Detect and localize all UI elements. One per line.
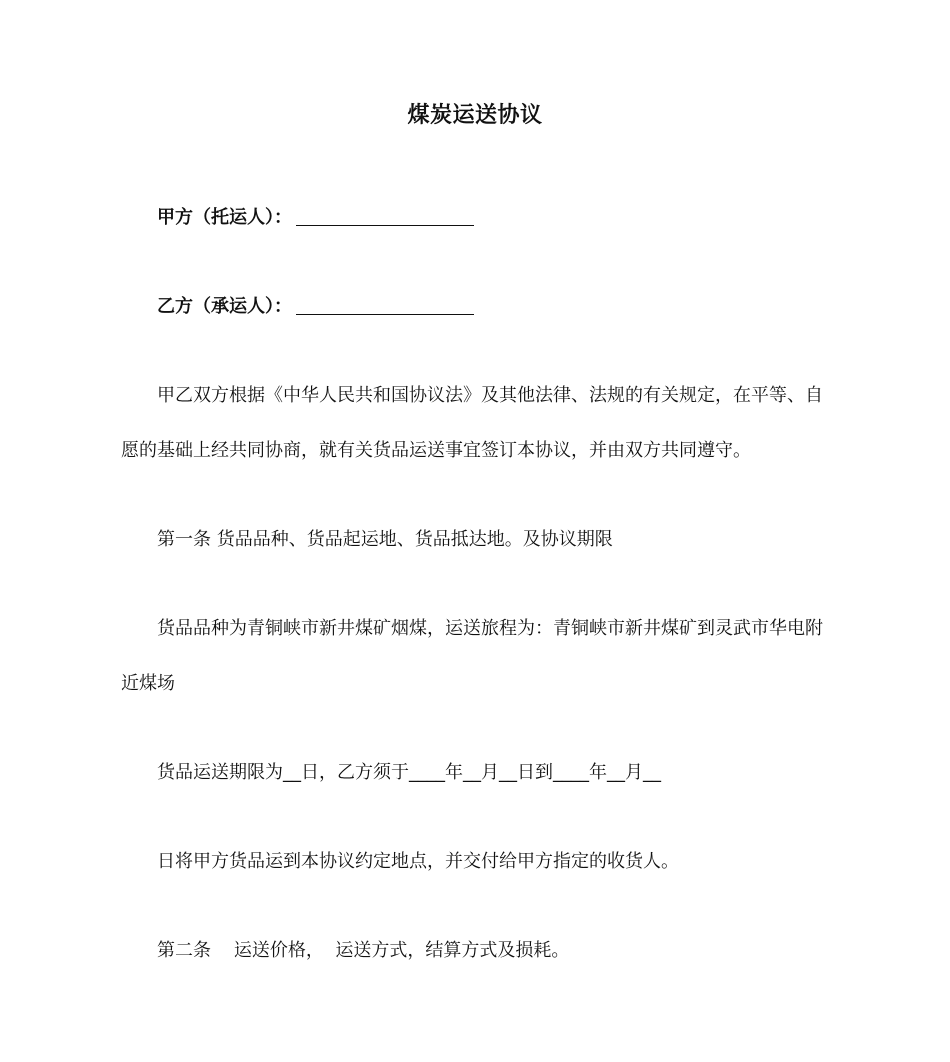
period-line: 货品运送期限为__日，乙方须于____年__月__日到____年__月__ (157, 762, 661, 783)
party-b-blank (296, 296, 474, 315)
document-title: 煤炭运送协议 (407, 103, 543, 128)
goods-line-1: 货品品种为青铜峡市新井煤矿烟煤，运送旅程为：青铜峡市新井煤矿到灵武市华电附 (157, 618, 823, 639)
preamble-line-2: 愿的基础上经共同协商，就有关货品运送事宜签订本协议，并由双方共同遵守。 (121, 440, 751, 461)
party-b-label: 乙方（承运人）： (157, 296, 292, 317)
preamble-line-1: 甲乙双方根据《中华人民共和国协议法》及其他法律、法规的有关规定，在平等、自 (157, 385, 823, 406)
party-b-row (157, 295, 837, 319)
delivery-line: 日将甲方货品运到本协议约定地点，并交付给甲方指定的收货人。 (157, 851, 679, 872)
goods-line-2: 近煤场 (121, 673, 175, 694)
party-a-row (157, 206, 837, 230)
article-1-heading: 第一条 货品品种、货品起运地、货品抵达地。及协议期限 (157, 529, 613, 550)
party-a-label: 甲方（托运人）： (157, 207, 292, 228)
article-2-heading: 第二条 运送价格， 运送方式，结算方式及损耗。 (157, 940, 570, 961)
party-a-blank (296, 207, 474, 226)
